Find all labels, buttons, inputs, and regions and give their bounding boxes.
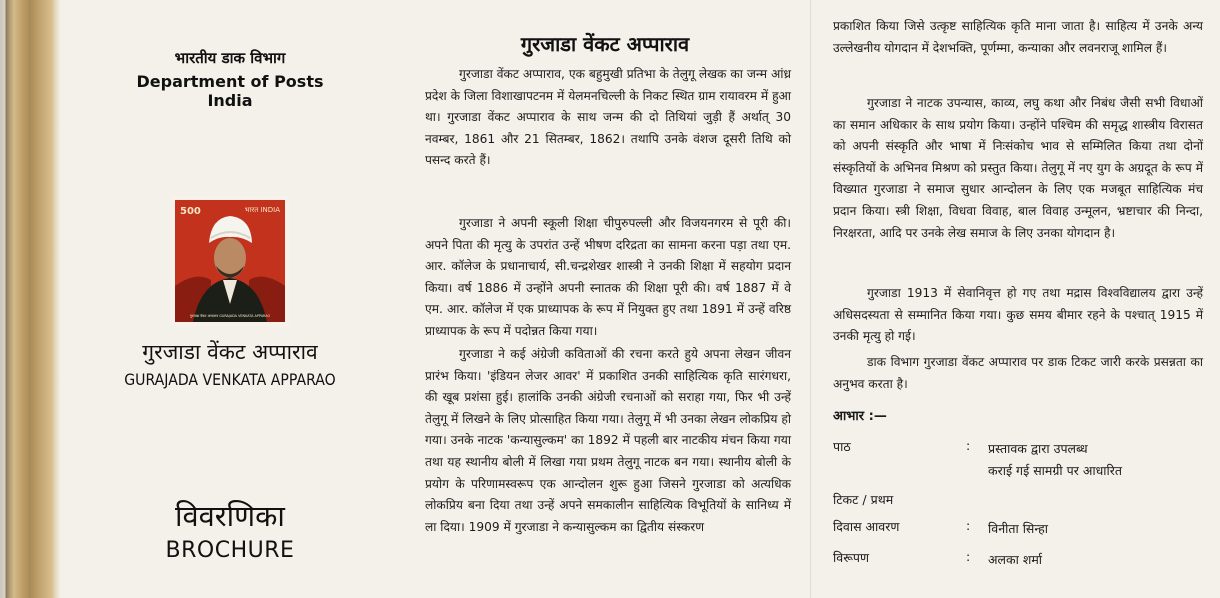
credit-label: पाठ [833,439,851,454]
credit-colon: : [966,549,971,564]
postage-stamp [171,196,289,326]
stamp-value: 500 [180,206,201,217]
credit-colon: : [966,438,971,453]
credit-label: विरूपण [833,550,870,565]
article-paragraph: प्रकाशित किया जिसे उत्कृष्ट साहित्यिक कृति माना जाता है। साहित्य में उनके अन्य उल्लेखनीय योगदान में देशभक्ति, पूर्णम्मा, कन्याका और लवनराजू शामिल हैं। [833,19,1203,55]
credit-value: अलका शर्मा [988,552,1043,567]
credit-value: विनीता सिन्हा [988,521,1048,536]
honoree-name-english: GURAJADA VENKATA APPARAO [124,370,336,389]
cover-panel [60,0,400,598]
department-english-line2: India [207,91,253,110]
department-hindi: भारतीय डाक विभाग [174,49,286,67]
acknowledgement-heading: आभार :— [833,409,887,424]
brochure-title-hindi: विवरणिका [175,499,285,533]
credit-label: टिकट / प्रथम [833,492,894,507]
article-panel [400,0,810,598]
article-title: गुरजाडा वेंकट अप्पाराव [520,32,690,56]
article-paragraph: गुरजाडा ने अपनी स्कूली शिक्षा चीपुरुपल्ली और विजयनगरम से पूरी की। अपने पिता की मृत्यु के उपरांत उन्हें भीषण दरिद्रता का सामना करना पड़ा तथा एम. आर. कॉलेज के प्रधानाचार्य, सी.चन्द्रशेखर शास्त्री ने उनकी शिक्षा में सहयोग प्रदान किया। वर्ष 1886 में उन्होंने अपनी स्नातक की शिक्षा पूरी की। वर्ष 1887 में वे एम. आर. कॉलेज में एक प्राध्यापक के रूप में नियुक्त हुए तथा 1891 में उन्हें वरिष्ठ प्राध्यापक के रूप में पदोन्नत किया गया। [425,216,791,338]
article-paragraph: गुरजाडा वेंकट अप्पाराव, एक बहुमुखी प्रतिभा के तेलुगू लेखक का जन्म आंध्र प्रदेश के जिला विशाखापटनम में येलमनचिल्ली के निकट स्थित ग्राम रायावरम में हुआ था। गुरजाडा वेंकट अप्पाराव के साथ जन्म की दो तिथियां जुड़ी हैं अर्थात् 30 नवम्बर, 1861 और 21 सितम्बर, 1862। तथापि उनके वंशज दूसरी तिथि को पसन्द करते हैं। [425,67,791,168]
stamp-face [214,238,246,278]
brochure-spine [0,0,60,598]
article-paragraph: गुरजाडा 1913 में सेवानिवृत्त हो गए तथा मद्रास विश्वविद्यालय द्वारा उन्हें अधिसदस्यता से सम्मानित किया गया। कुछ समय बीमार रहने के पश्चात् 1915 में उनकी मृत्यु हो गई। [833,286,1203,344]
article-paragraph: गुरजाडा ने नाटक उपन्यास, काव्य, लघु कथा और निबंध जैसी सभी विधाओं का समान अधिकार के साथ प्रयोग किया। उन्होंने पश्चिम की समृद्ध शास्त्रीय विरासत को अपनी संस्कृति और भाषा में निःसंकोच भाव से सम्मिलित किया तथा दोनों संस्कृतियों के अभिनव मिश्रण को प्रस्तुत किया। तेलुगू में नए युग के अग्रदूत के रूप में विख्यात गुरजाडा ने समाज सुधार आन्दोलन के लिए एक मजबूत साहित्यिक मंच प्रदान किया। स्त्री शिक्षा, विधवा विवाह, बाल विवाह उन्मूलन, भ्रष्टाचार की निन्दा, निरक्षरता, आदि पर उनके लेख समाज के लिए उनका योगदान है। [833,96,1203,240]
stamp-caption: गुरजाडा वेंकट अप्पाराव GURAJADA VENKATA APPARAO [189,314,271,318]
honoree-name-hindi: गुरजाडा वेंकट अप्पाराव [142,340,318,364]
credit-value-line: कराई गई सामग्री पर आधारित [988,463,1122,478]
article-paragraph: गुरजाडा ने कई अंग्रेजी कविताओं की रचना करते हुये अपना लेखन जीवन प्रारंभ किया। 'इंडियन लेजर आवर' में प्रकाशित उनकी साहित्यिक कृति सारंगधरा, की खूब प्रशंसा हुई। हालांकि उनकी अंग्रेजी रचनाओं को सराहा गया, फिर भी उन्हें तेलुगू में लिखने के लिए प्रोत्साहित किया गया। तेलुगू में भी उनका लेखन लोकप्रिय हो गया। उनके नाटक 'कन्यासुल्कम' का 1892 में पहली बार नाटकीय मंचन किया गया तथा यह स्थानीय बोली में लिखा गया प्रथम तेलुगू नाटक बन गया। स्थानीय बोली के प्रयोग के परिणामस्वरूप एक आन्दोलन शुरू हुआ जिसने गुरजाडा को अत्यधिक लोकप्रिय बना दिया तथा उन्हें अपने समकालीन साहित्यिक विभूतियों के सानिध्य में ला दिया। 1909 में गुरजाडा ने कन्यासुल्कम का द्वितीय संस्करण [425,347,791,534]
article-paragraph: डाक विभाग गुरजाडा वेंकट अप्पाराव पर डाक टिकट जारी करके प्रसन्नता का अनुभव करता है। [833,355,1203,391]
stamp-country: भारत INDIA [244,206,280,214]
department-english [60,72,400,110]
department-english-line1: Department of Posts [136,72,324,91]
credit-value-line: प्रस्तावक द्वारा उपलब्ध [988,441,1088,456]
credit-value [988,438,1122,482]
brochure-title-english: BROCHURE [165,538,295,563]
continuation-panel [810,0,1220,598]
credit-colon: : [966,518,971,533]
credit-label: दिवास आवरण [833,519,900,534]
